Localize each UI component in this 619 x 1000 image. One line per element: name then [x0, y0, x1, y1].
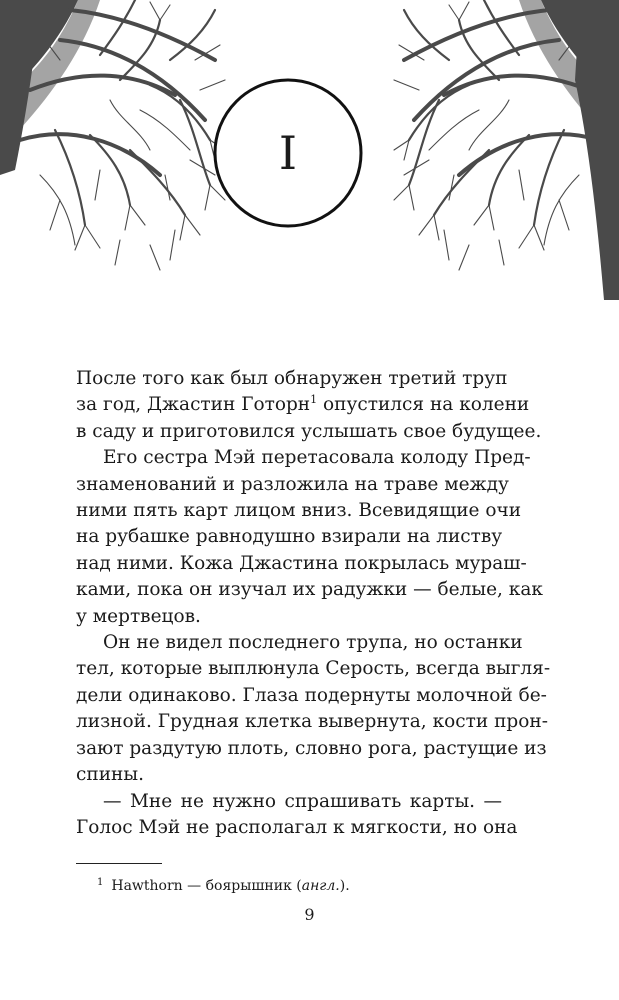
text-line: спины.: [76, 764, 144, 786]
footnote-divider: [76, 863, 162, 864]
text-line: дели одинаково. Глаза подернуты молочной бе-: [76, 684, 547, 706]
paragraph: [76, 445, 543, 630]
text-line: ками, пока он изучал их радужки — белые, как: [76, 579, 543, 601]
text-line: в саду и приготовился услышать свое будущее.: [76, 420, 542, 442]
footnote-close: ).: [339, 878, 350, 894]
text-line: над ними. Кожа Джастина покрылась мураш-: [76, 552, 527, 574]
text-line: тел, которые выплюнула Серость, всегда выгля-: [76, 658, 551, 680]
text-line: зают раздутую плоть, словно рога, растущие из: [76, 737, 547, 759]
text-line: на рубашке равнодушно взирали на листву: [76, 526, 503, 548]
text-line: — Мне не нужно спрашивать карты. —: [103, 790, 502, 812]
text-line: за год, Джастин Готорн$^1$ опустился на колени: [76, 393, 530, 416]
footnote-language: англ.: [301, 878, 340, 894]
chapter-medallion: [212, 77, 364, 229]
text-line: лизной. Грудная клетка вывернута, кости прон-: [76, 711, 548, 733]
text-line: ними пять карт лицом вниз. Всевидящие очи: [76, 500, 522, 522]
paragraph: [76, 630, 551, 788]
text-line: Голос Мэй не располагал к мягкости, но она: [76, 816, 518, 838]
footnote: [97, 874, 350, 895]
body-text: [76, 366, 551, 841]
text-line: у мертвецов.: [76, 605, 201, 627]
chapter-numeral: I: [278, 126, 298, 180]
text-line: Он не видел последнего трупа, но останки: [103, 632, 523, 654]
text-line: знаменований и разложила на траве между: [76, 473, 509, 495]
footnote-text: Hawthorn — боярышник (: [111, 878, 302, 894]
paragraph: [76, 366, 542, 445]
page-number: 9: [304, 905, 315, 924]
footnote-number: 1: [97, 877, 104, 888]
text-line: После того как был обнаружен третий труп: [76, 368, 508, 389]
footnote-ref: 1: [310, 393, 318, 407]
text-line: Его сестра Мэй перетасовала колоду Пред-: [103, 447, 531, 469]
paragraph: [76, 789, 518, 842]
